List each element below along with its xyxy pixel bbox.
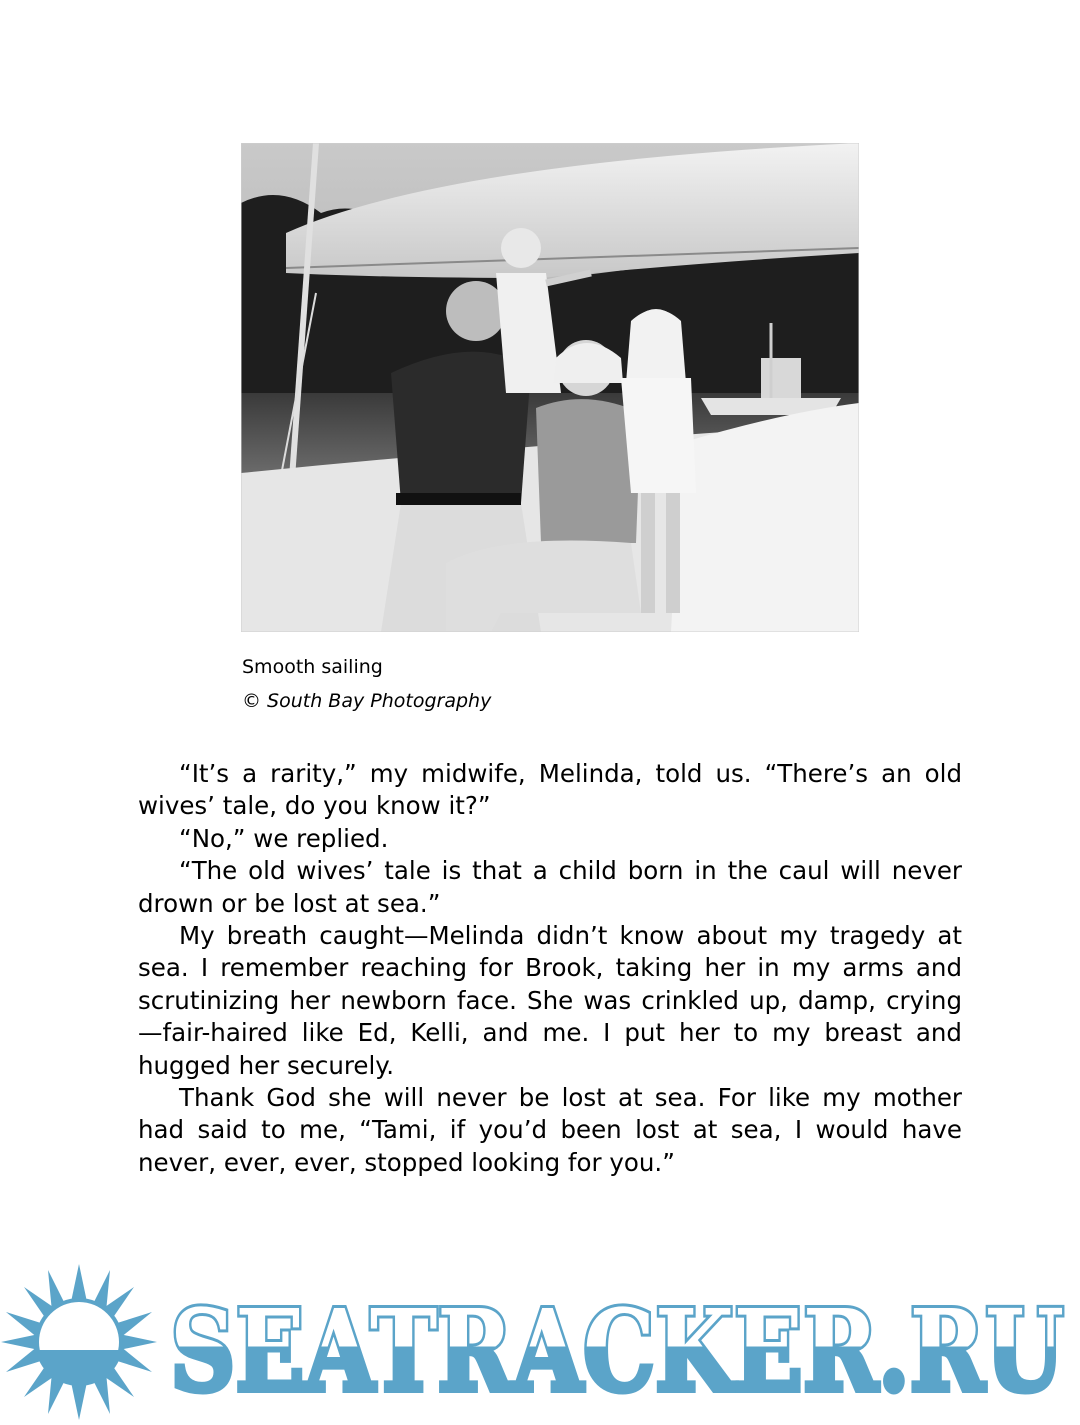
seatracker-watermark (0, 1262, 1080, 1425)
caption-credit: © South Bay Photography (242, 690, 492, 712)
photo-caption (242, 650, 491, 718)
family-sailing-photo (241, 143, 859, 632)
paragraph: “The old wives’ tale is that a child born in the caul will never drown or be lost at sea.” (138, 856, 962, 918)
paragraph: My breath caught—Melinda didn’t know about my tragedy at sea. I remember reaching for Brook, taking her in my arms and scrutinizing her newborn face. She was crinkled up, damp, crying—fair-haired like Ed, Kelli, and me. I put her to my breast and hugged her securely. (138, 921, 962, 1080)
paragraph: “It’s a rarity,” my midwife, Melinda, told us. “There’s an old wives’ tale, do you know it?” (138, 759, 962, 821)
paragraph: Thank God she will never be lost at sea. For like my mother had said to me, “Tami, if you’d been lost at sea, I would have never, ever, ever, stopped looking for you.” (138, 1083, 962, 1177)
paragraph: “No,” we replied. (179, 823, 389, 853)
watermark-text: SEATRACKER.RU (170, 1286, 1064, 1417)
sun-icon (1, 1264, 157, 1420)
body-text (138, 758, 962, 1179)
caption-title: Smooth sailing (242, 656, 383, 678)
